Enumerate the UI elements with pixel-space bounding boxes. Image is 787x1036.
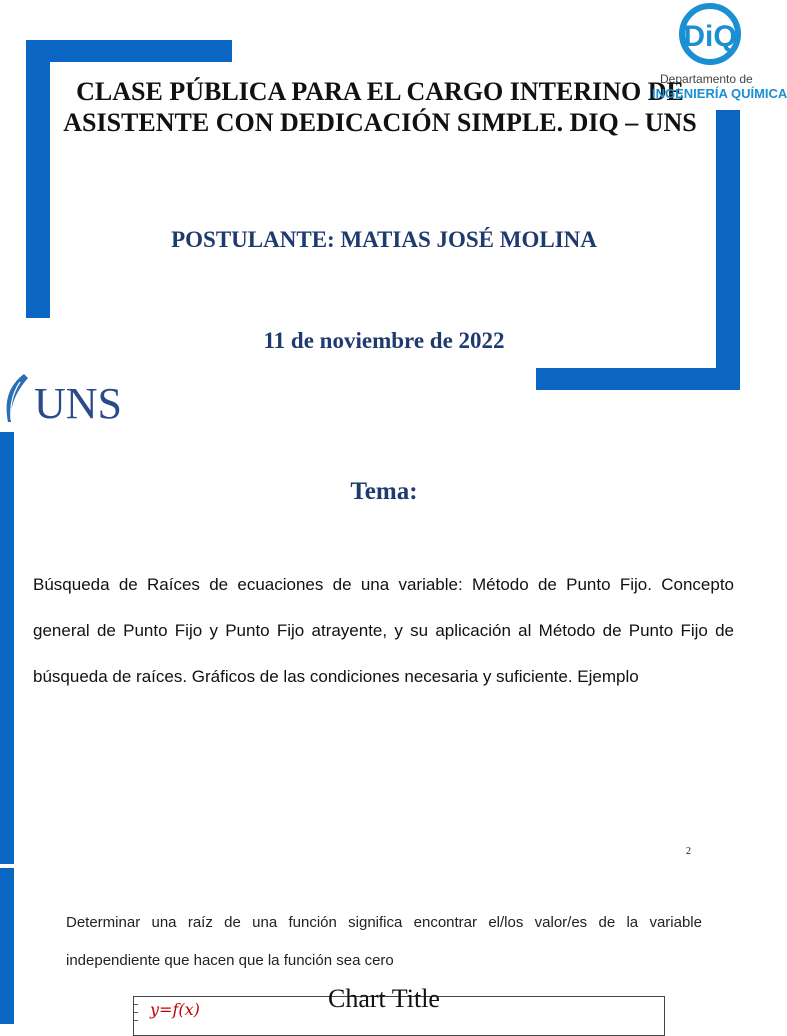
diq-department-name: INGENIERÍA QUÍMICA [652,86,787,101]
presentation-date: 11 de noviembre de 2022 [263,328,505,353]
y-axis-tick [134,1020,138,1021]
frame-bar-bottom-right [536,368,740,390]
frame-bar-right [716,110,740,390]
quill-icon [2,372,34,426]
diq-department-label: Departamento de [660,72,753,86]
topic-description: Búsqueda de Raíces de ecuaciones de una variable: Método de Punto Fijo. Concepto general de Punto Fijo y Punto Fijo atrayente, y su aplicación al Método de Punto Fijo de búsqueda de raíces. Gráficos de las condiciones necesaria y suficiente. Ejemplo [33,575,734,686]
page-number: 2 [686,846,691,857]
root-definition-text: Determinar una raíz de una función significa encontrar el/los valor/es de la variable independiente que hacen que la función sea cero [66,914,702,969]
y-axis-tick [134,1012,138,1013]
slide-title: CLASE PÚBLICA PARA EL CARGO INTERINO DE ASISTENTE CON DEDICACIÓN SIMPLE. DIQ – UNS [63,77,697,137]
applicant-name: POSTULANTE: MATIAS JOSÉ MOLINA [171,227,597,252]
chart-y-label: y=f(x) [150,1000,200,1019]
uns-logo-text: UNS [34,379,123,428]
chart-title: Chart Title [328,984,440,1013]
svg-text:DiQ: DiQ [683,20,737,53]
y-axis-tick [134,1004,138,1005]
topic-heading: Tema: [350,478,418,505]
frame-bar-top-left [26,40,232,62]
